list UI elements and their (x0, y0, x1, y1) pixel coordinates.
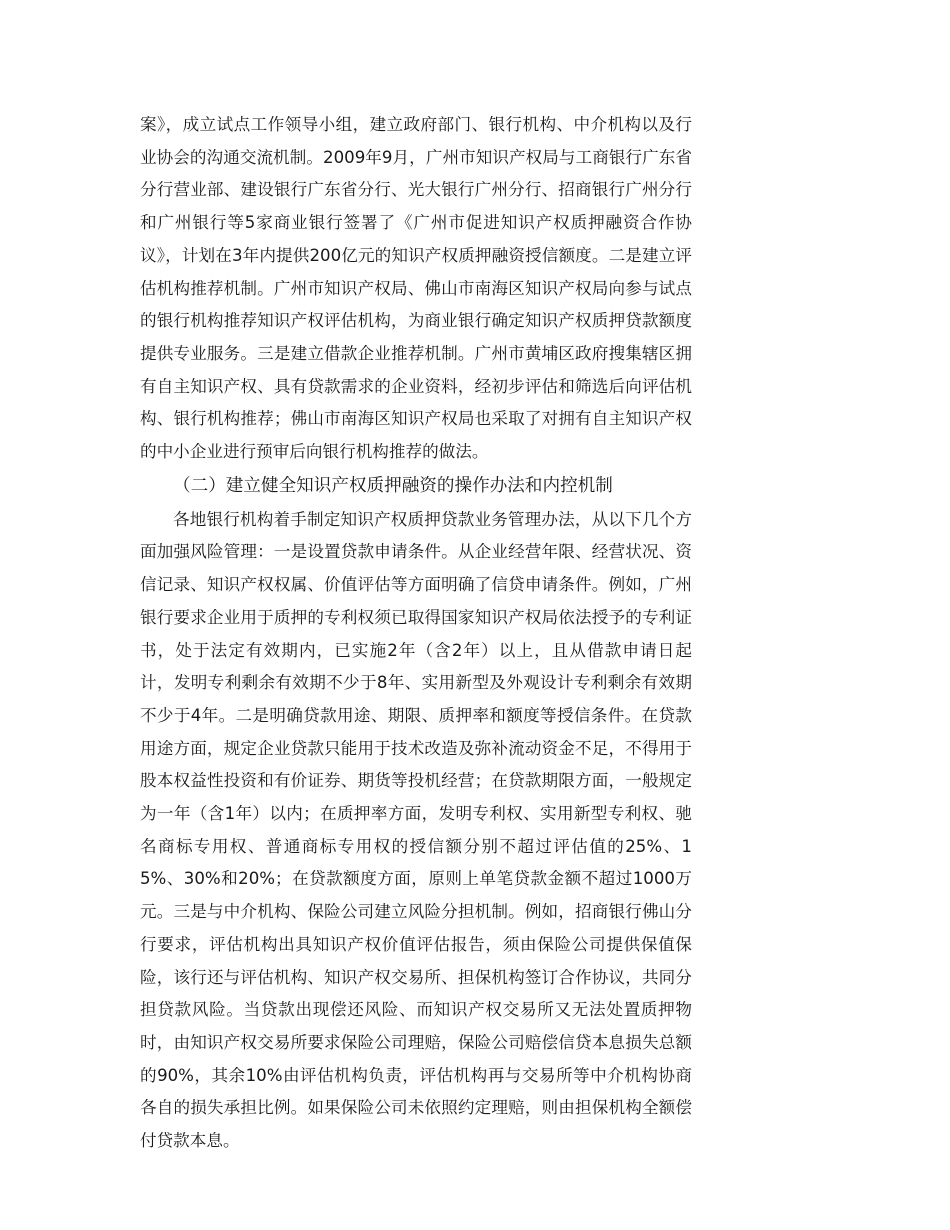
paragraph-operation-methods: 各地银行机构着手制定知识产权质押贷款业务管理办法，从以下几个方面加强风险管理：一是设置贷款申请条件。从企业经营年限、经营状况、资信记录、知识产权权属、价值评估等方面明确了信贷申请条件。例如，广州银行要求企业用于质押的专利权须已取得国家知识产权局依法授予的专利证书，处于法定有效期内，已实施2年（含2年）以上，且从借款申请日起计，发明专利剩余有效期不少于8年、实用新型及外观设计专利剩余有效期不少于4年。二是明确贷款用途、期限、质押率和额度等授信条件。在贷款用途方面，规定企业贷款只能用于技术改造及弥补流动资金不足，不得用于股本权益性投资和有价证券、期货等投机经营；在贷款期限方面，一般规定为一年（含1年）以内；在质押率方面，发明专利权、实用新型专利权、驰名商标专用权、普通商标专用权的授信额分别不超过评估值的25%、15%、30%和20%；在贷款额度方面，原则上单笔贷款金额不超过1000万元。三是与中介机构、保险公司建立风险分担机制。例如，招商银行佛山分行要求，评估机构出具知识产权价值评估报告，须由保险公司提供保值保险，该行还与评估机构、知识产权交易所、担保机构签订合作协议，共同分担贷款风险。当贷款出现偿还风险、而知识产权交易所又无法处置质押物时，由知识产权交易所要求保险公司理赔，保险公司赔偿信贷本息损失总额的90%，其余10%由评估机构负责，评估机构再与交易所等中介机构协商各自的损失承担比例。如果保险公司未依照约定理赔，则由担保机构全额偿付贷款本息。 (140, 509, 692, 1151)
paragraph-continuation: 案》，成立试点工作领导小组，建立政府部门、银行机构、中介机构以及行业协会的沟通交流机制。2009年9月，广州市知识产权局与工商银行广东省分行营业部、建设银行广东省分行、光大银行广州分行、招商银行广州分行和广州银行等5家商业银行签署了《广州市促进知识产权质押融资合作协议》，计划在3年内提供200亿元的知识产权质押融资授信额度。二是建立评估机构推荐机制。广州市知识产权局、佛山市南海区知识产权局向参与试点的银行机构推荐知识产权评估机构，为商业银行确定知识产权质押贷款额度提供专业服务。三是建立借款企业推荐机制。广州市黄埔区政府搜集辖区拥有自主知识产权、具有贷款需求的企业资料，经初步评估和筛选后向评估机构、银行机构推荐；佛山市南海区知识产权局也采取了对拥有自主知识产权的中小企业进行预审后向银行机构推荐的做法。 (140, 115, 692, 462)
section-heading: （二）建立健全知识产权质押融资的操作办法和内控机制 (173, 475, 613, 496)
document-body (140, 109, 692, 1158)
